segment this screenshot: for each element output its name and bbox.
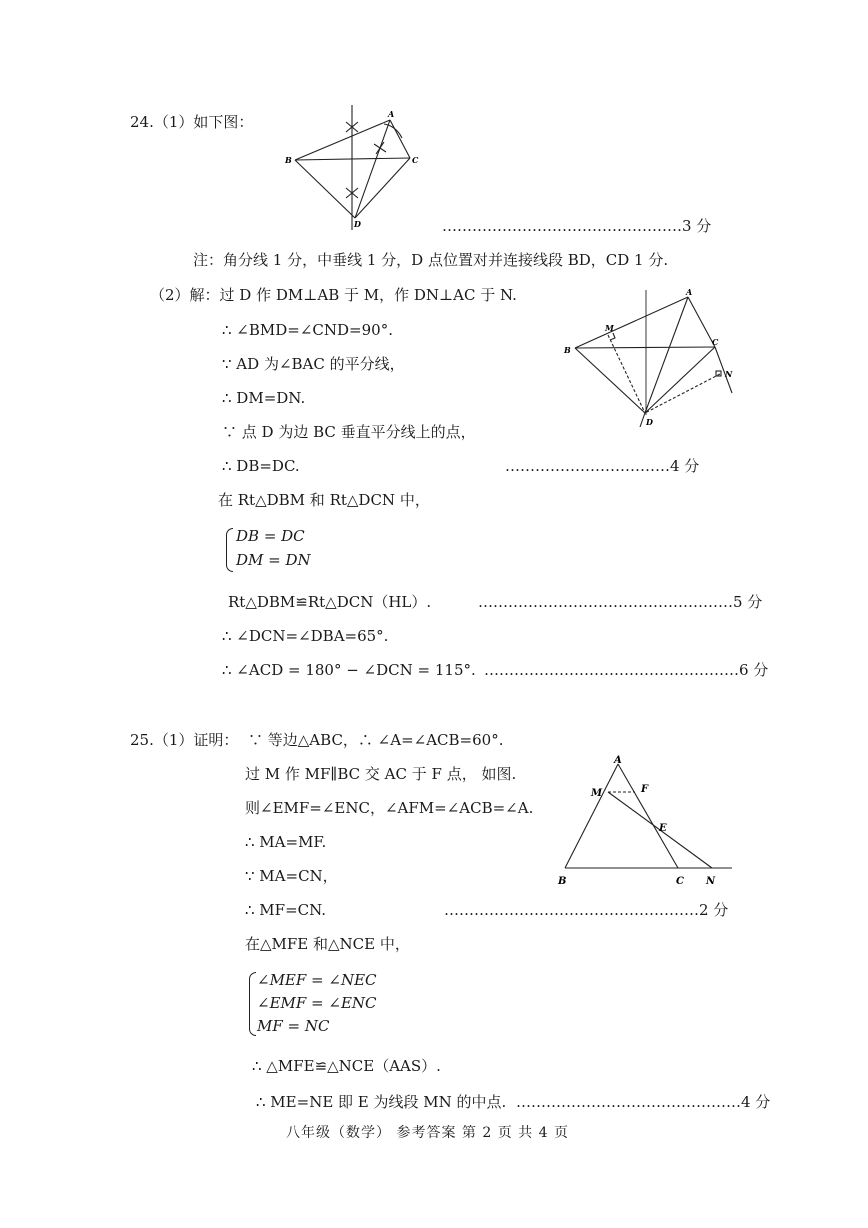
fig1-label-a: A bbox=[388, 109, 395, 119]
q24-line-4: ∵ 点 D 为边 BC 垂直平分线上的点， bbox=[222, 423, 476, 441]
fig3-label-n: N bbox=[706, 876, 716, 887]
q25-system-eq-2: ∠EMF = ∠ENC bbox=[257, 994, 377, 1012]
q25-line-6: 在△MFE 和△NCE 中， bbox=[245, 935, 410, 953]
q24-line-1: ∴ ∠BMD=∠CND=90°. bbox=[222, 321, 393, 339]
q25-line-5: ∴ MF=CN. bbox=[245, 901, 327, 919]
q25-part1-label: 25.（1）证明： bbox=[130, 731, 239, 749]
page-footer: 八年级（数学） 参考答案 第 2 页 共 4 页 bbox=[286, 1125, 569, 1141]
fig3-label-f: F bbox=[641, 784, 649, 795]
fig2-label-d: D bbox=[646, 417, 653, 427]
q25-score-4: ………………………………………4 分 bbox=[516, 1093, 771, 1111]
q25-line-1: 过 M 作 MF∥BC 交 AC 于 F 点， 如图. bbox=[245, 765, 517, 783]
fig3-label-a: A bbox=[614, 755, 622, 766]
fig2-label-a: A bbox=[686, 287, 693, 297]
q24-proof-figure bbox=[560, 285, 740, 435]
fig3-label-m: M bbox=[591, 788, 603, 799]
fig1-label-b: B bbox=[285, 155, 292, 165]
q24-part1-label: 24.（1）如下图： bbox=[130, 113, 254, 131]
q25-line-0: ∵ 等边△ABC，∴ ∠A=∠ACB=60°. bbox=[248, 731, 504, 749]
q24-line-8: ∴ ∠DCN=∠DBA=65°. bbox=[222, 627, 389, 645]
q24-score-4: ……………………………4 分 bbox=[505, 457, 700, 475]
fig1-label-d: D bbox=[354, 219, 361, 229]
fig2-label-m: M bbox=[605, 323, 614, 333]
fig1-label-c: C bbox=[412, 155, 419, 165]
fig3-label-c: C bbox=[676, 876, 684, 887]
q24-line-5: ∴ DB=DC. bbox=[222, 457, 300, 475]
q24-system-eq-1: DB = DC bbox=[236, 527, 305, 545]
fig2-label-c: C bbox=[712, 337, 719, 347]
q25-line-4: ∵ MA=CN， bbox=[245, 867, 338, 885]
q24-system-eq-2: DM = DN bbox=[236, 551, 311, 569]
fig2-label-b: B bbox=[564, 345, 571, 355]
q25-line-8: ∴ ME=NE 即 E 为线段 MN 的中点. bbox=[256, 1093, 507, 1111]
q25-figure bbox=[550, 752, 740, 887]
q25-line-3: ∴ MA=MF. bbox=[245, 833, 327, 851]
fig2-label-n: N bbox=[725, 369, 733, 379]
q24-system-brace bbox=[226, 528, 233, 572]
q24-line-9: ∴ ∠ACD = 180° − ∠DCN = 115°. bbox=[222, 661, 476, 679]
fig3-label-b: B bbox=[558, 876, 567, 887]
q24-part2-line: （2）解：过 D 作 DM⊥AB 于 M，作 DN⊥AC 于 N. bbox=[150, 286, 517, 304]
q24-note: 注：角分线 1 分，中垂线 1 分，D 点位置对并连接线段 BD，CD 1 分. bbox=[193, 251, 669, 269]
q24-score-5: ……………………………………………5 分 bbox=[478, 593, 763, 611]
q25-system-brace bbox=[249, 972, 256, 1036]
fig3-label-e: E bbox=[659, 823, 667, 834]
q24-line-2: ∵ AD 为∠BAC 的平分线， bbox=[222, 355, 405, 373]
q25-system-eq-1: ∠MEF = ∠NEC bbox=[257, 971, 377, 989]
q24-line-3: ∴ DM=DN. bbox=[222, 389, 306, 407]
q24-construction-figure bbox=[280, 100, 430, 235]
q24-score-6: ……………………………………………6 分 bbox=[484, 661, 769, 679]
q24-score-3: …………………………………………3 分 bbox=[442, 217, 712, 235]
q24-line-7: Rt△DBM≌Rt△DCN（HL）. bbox=[228, 593, 432, 611]
q25-line-2: 则∠EMF=∠ENC，∠AFM=∠ACB=∠A. bbox=[245, 799, 534, 817]
q25-line-7: ∴ △MFE≌△NCE（AAS）. bbox=[252, 1057, 441, 1075]
q25-system-eq-3: MF = NC bbox=[257, 1017, 330, 1035]
q25-score-2: ……………………………………………2 分 bbox=[444, 901, 729, 919]
q24-line-6: 在 Rt△DBM 和 Rt△DCN 中， bbox=[218, 491, 430, 509]
